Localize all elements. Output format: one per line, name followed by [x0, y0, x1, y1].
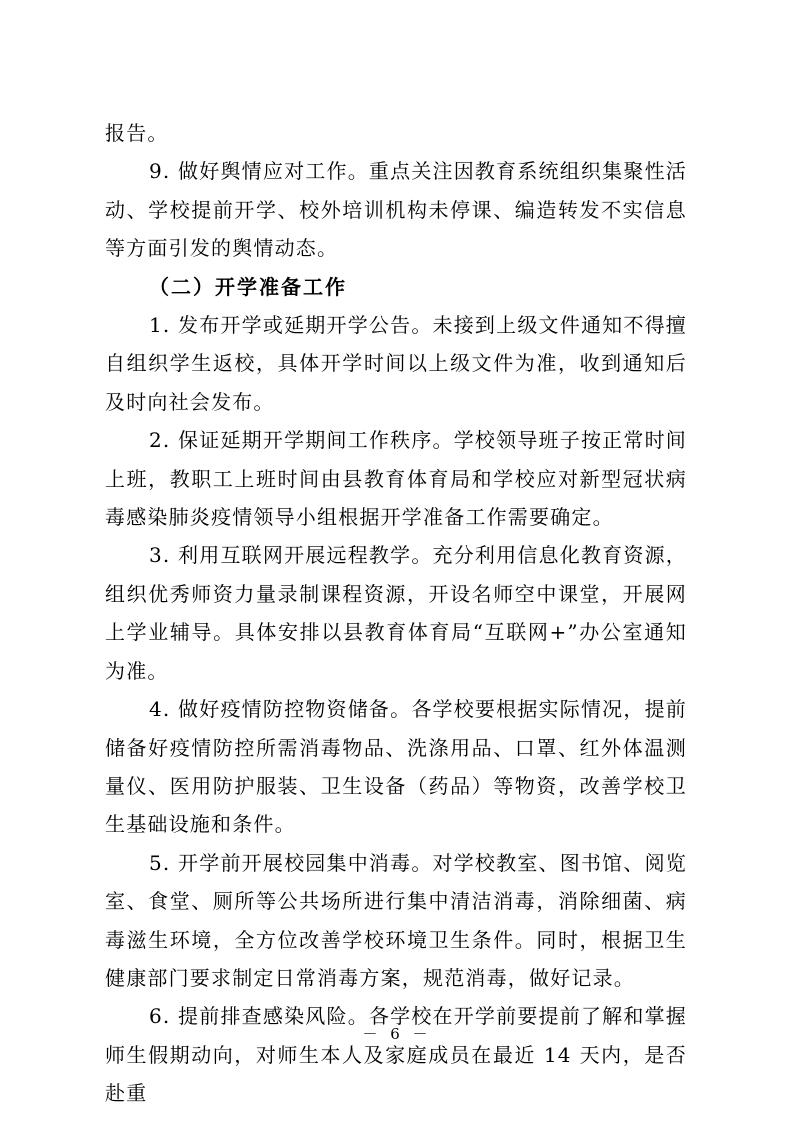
- document-body: [105, 114, 687, 1113]
- page-number: － 6 －: [362, 1025, 432, 1043]
- paragraph-item-9: 9. 做好舆情应对工作。重点关注因教育系统组织集聚性活动、学校提前开学、校外培训机构未停课、编造转发不实信息等方面引发的舆情动态。: [105, 159, 687, 261]
- paragraph-item-6: 6. 提前排查感染风险。各学校在开学前要提前了解和掌握师生假期动向，对师生本人及家庭成员在最近 14 天内，是否赴重: [105, 1004, 687, 1106]
- paragraph-item-1: 1. 发布开学或延期开学公告。未接到上级文件通知不得擅自组织学生返校，具体开学时间以上级文件为准，收到通知后及时向社会发布。: [105, 313, 687, 414]
- paragraph-item-5: 5. 开学前开展校园集中消毒。对学校教室、图书馆、阅览室、食堂、厕所等公共场所进行集中清洁消毒，消除细菌、病毒滋生环境，全方位改善学校环境卫生条件。同时，根据卫生健康部门要求制定日常消毒方案，规范消毒，做好记录。: [105, 850, 687, 990]
- paragraph-item-3: 3. 利用互联网开展远程教学。充分利用信息化教育资源，组织优秀师资力量录制课程资源，开设名师空中课堂，开展网上学业辅导。具体安排以县教育体育局“互联网+”办公室通知为准。: [105, 543, 687, 683]
- paragraph-continuation: 报告。: [105, 121, 169, 145]
- paragraph-item-2: 2. 保证延期开学期间工作秩序。学校领导班子按正常时间上班，教职工上班时间由县教育体育局和学校应对新型冠状病毒感染肺炎疫情领导小组根据开学准备工作需要确定。: [105, 428, 687, 530]
- section-heading: （二）开学准备工作: [149, 274, 347, 299]
- paragraph-item-4: 4. 做好疫情防控物资储备。各学校要根据实际情况，提前储备好疫情防控所需消毒物品、洗涤用品、口罩、红外体温测量仪、医用防护服装、卫生设备（药品）等物资，改善学校卫生基础设施和条件。: [105, 697, 687, 837]
